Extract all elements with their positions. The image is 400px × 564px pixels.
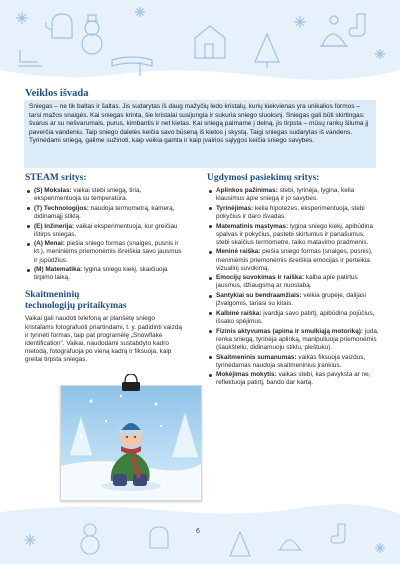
- list-item: [207, 354, 379, 370]
- list-item-term: Kalbinė raiška:: [216, 309, 262, 317]
- list-item-term: (E) Inžinerija:: [34, 222, 75, 230]
- list-item: [207, 187, 379, 203]
- list-item-text: vaikas stebi, kas pavyksta ar ne, reflektuoja patirtį, bando dar kartą.: [216, 371, 371, 387]
- list-item-term: Skaitmeninis sumanumas:: [216, 353, 297, 361]
- child-illustration: [61, 386, 201, 500]
- list-item-text: lygina sniego kiekį, apibūdina spalvas ir pokyčius, pastebi skirtumus ir panašumus, stebi skaičius termometre, taiko matavimo pradmenis.: [216, 222, 374, 246]
- page-number: 6: [196, 528, 200, 535]
- skills-heading: Ugdymosi pasiekimų sritys:: [207, 173, 320, 183]
- list-item-term: Tyrinėjimas:: [216, 204, 254, 212]
- activity-summary-box: [24, 100, 376, 168]
- list-item-text: įvardija savo patirtį, apibūdina pojūčius, išsako spėjimus.: [216, 309, 375, 325]
- list-item-text: juda, renka sniegą, tyrinėja aplinką, manipuliuoja priemonėmis (šaukšteliu, didinamuoju stiklu, pieštuku).: [216, 327, 379, 351]
- list-item-term: Santykiai su bendraamžiais:: [216, 292, 302, 300]
- list-item: [207, 248, 379, 272]
- list-item: [207, 310, 379, 326]
- list-item: [25, 240, 185, 264]
- list-item-term: Fizinis aktyvumas (apima ir smulkiąją motoriką):: [216, 327, 364, 335]
- list-item-text: piešia sniego formas (snaiges, pusnis ir kt.), meniniėms priemonėmis išreiškia savo jausmus ir įspūdžius.: [34, 240, 182, 264]
- left-column: [25, 173, 185, 364]
- list-item: [207, 371, 379, 387]
- list-item-term: Matematinis mąstymas:: [216, 222, 289, 230]
- list-item: [207, 274, 379, 290]
- list-item-text: vaikai eksperimentuoja, kur greičiau ištirps sniegas.: [34, 222, 178, 238]
- list-item-text: veikia grupėje, dalijasi įžvalgomis, tariasi su kitais.: [216, 292, 366, 308]
- list-item-term: Aplinkos pažinimas:: [216, 187, 278, 194]
- list-item-term: Mokėjimas mokytis:: [216, 371, 277, 379]
- list-item: [25, 266, 185, 282]
- list-item-text: vaikai stebi sniegą, tiria, eksperimentuoja su temperatūra.: [34, 187, 142, 203]
- right-column: [207, 173, 379, 389]
- skills-list: [207, 187, 379, 388]
- list-item-text: lygina sniego kiekį, skaičiuoja tirpimo laiką.: [34, 266, 168, 282]
- list-item-term: (A) Menai:: [34, 240, 65, 248]
- list-item-term: Meninė raiška:: [216, 248, 261, 256]
- list-item: [25, 223, 185, 239]
- child-in-snow-photo: [60, 385, 202, 501]
- list-item-text: piešia sniego formas (snaiges, pusnis), meniniėmis priemonėmis išreiškia emocijas ir perteikia vizualinį suvokimą.: [216, 248, 373, 272]
- list-item-term: (S) Mokslas:: [34, 187, 72, 194]
- list-item: [207, 328, 379, 352]
- digital-tech-text: Vaikai gali naudoti telefoną ar planšetę sniego kristalams fotografuoti priartindami, t. y. padidinti vaizdą ir tyrinėti formas, taip pat programėlę „Snowflake identification". Vaikai, naudodami sustabdyto kadro metodą, fotografuoja po vieną kadrą ir fiksuoja, kaip greitai tirpsta sniegas.: [25, 315, 182, 363]
- list-item-term: Emocijų suvokimas ir raiška:: [216, 274, 305, 282]
- list-item-term: (M) Matematika:: [34, 266, 83, 274]
- list-item-text: stebi, tyrinėja, lygina, kelia klausimus apie sniegą ir jo savybes.: [216, 187, 355, 203]
- list-item: [25, 205, 185, 221]
- steam-heading: STEAM sritys:: [25, 173, 87, 183]
- binder-clip-icon: [120, 374, 142, 392]
- digital-tech-heading-line2: technologijų pritaikymas: [25, 301, 127, 312]
- list-item-term: (T) Technologijos:: [34, 204, 89, 212]
- digital-tech-heading: [25, 290, 185, 312]
- list-item-text: naudoja termometrą, kamerą, didinamąjį stiklą.: [34, 204, 175, 220]
- list-item-text: kalba apie patirtus jausmus, džiaugsmą ar nuostabą.: [216, 274, 358, 290]
- list-item-text: kelia hipotezes, eksperimentuoja, stebi pokyčius ir daro išvadas.: [216, 204, 365, 220]
- digital-tech-heading-line1: Skaitmeninių: [25, 290, 80, 301]
- list-item-text: vaikas fiksuoja vaizdus, tyrinėdamas naudoja skaitmeninius įrankius.: [216, 353, 366, 369]
- list-item: [207, 223, 379, 247]
- list-item: [207, 292, 379, 308]
- activity-summary-text: Sniegas – ne tik baltas ir šaltas. Jis sudarytas iš daug mažyčių ledo kristalų, kurių kiekvienas yra unikalios formos – tarsi mažos snaigės. Kai sniegas krinta, šie kristalai susijungia ir sukuria sniego sluoksnį. Sniegas gali būti skirtingas: švarus ar su nešvarumais, purus, kimbantis ir net kietas. Kai sniegą paimame į delną, jis tirpsta – mūsų rankų šiluma jį paverčia vandeniu. Taip sniego dalelės keičia savo būseną iš kietos į skystą. Taigi sniegas sudarytas iš vandens. Tyrinėdami sniegą, galime sužinoti, kaip veikia gamta ir kaip įvairios sąlygos keičia sniego savybes.: [29, 103, 369, 144]
- list-item: [207, 205, 379, 221]
- list-item: [25, 187, 185, 203]
- activity-summary-heading: Veiklos išvada: [25, 88, 89, 99]
- steam-list: [25, 187, 185, 282]
